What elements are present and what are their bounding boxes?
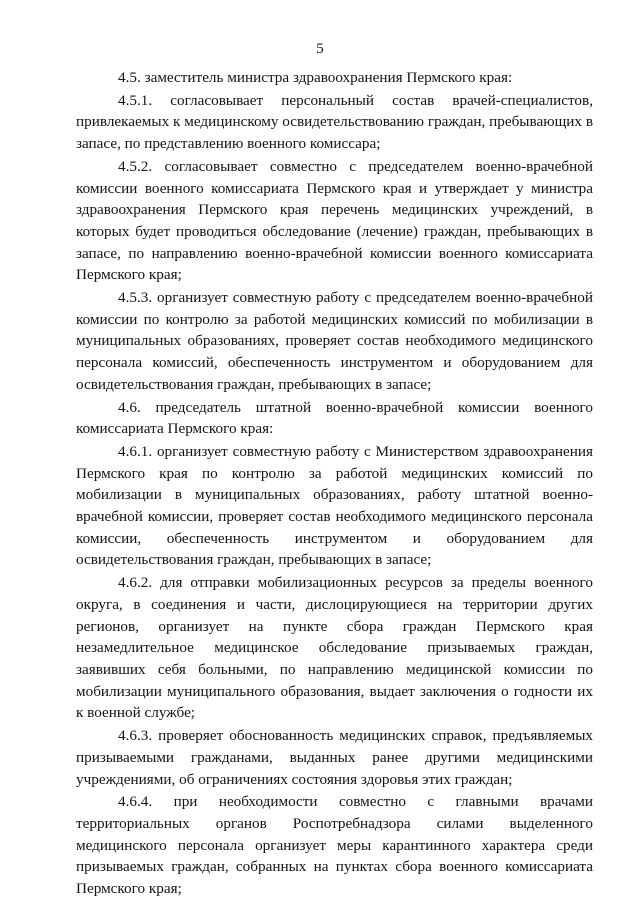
page-number: 5: [316, 41, 324, 57]
document-body: [76, 67, 593, 900]
paragraph-4-6-2: 4.6.2. для отправки мобилизационных ресурсов за пределы военного округа, в соединения и части, дислоцирующиеся на территории других регионов, организует на пункте сбора граждан Пермского края незамедлительное медицинское обследование призываемых граждан, заявивших себя больными, по направлению медицинской комиссии по мобилизации муниципального образования, выдает заключения о годности их к военной службе;: [76, 574, 593, 722]
paragraph-4-6: 4.6. председатель штатной военно-врачебной комиссии военного комиссариата Пермского края:: [76, 398, 593, 438]
paragraph-4-6-4: 4.6.4. при необходимости совместно с главными врачами территориальных органов Роспотребнадзора силами выделенного медицинского персонала организует меры карантинного характера среди призываемых граждан, собранных на пунктах сбора военного комиссариата Пермского края;: [76, 793, 593, 898]
paragraph-4-6-3: 4.6.3. проверяет обоснованность медицинских справок, предъявляемых призываемыми гражданами, выданных ранее другими медицинскими учреждениями, об ограничениях состояния здоровья этих граждан;: [76, 727, 593, 788]
paragraph-4-6-1: 4.6.1. организует совместную работу с Министерством здравоохранения Пермского края по контролю за работой медицинских комиссий по мобилизации в муниципальных образованиях, работу штатной военно-врачебной комиссии, проверяет состав необходимого медицинского персонала комиссии, обеспеченность инструментом и оборудованием для освидетельствования граждан, пребывающих в запасе;: [76, 442, 593, 569]
paragraph-4-5: 4.5. заместитель министра здравоохранения Пермского края:: [118, 69, 513, 86]
paragraph-4-5-2: 4.5.2. согласовывает совместно с председателем военно-врачебной комиссии военного комиссариата Пермского края и утверждает у министра здравоохранения Пермского края перечень медицинских учреждений, в которых будет проводиться обследование (лечение) граждан, пребывающих в запасе, по направлению военно-врачебной комиссии военного комиссариата Пермского края;: [76, 157, 593, 284]
paragraph-4-5-1: 4.5.1. согласовывает персональный состав врачей-специалистов, привлекаемых к медицинскому освидетельствованию граждан, пребывающих в запасе, по представлению военного комиссара;: [76, 91, 593, 153]
paragraph-4-5-3: 4.5.3. организует совместную работу с председателем военно-врачебной комиссии по контролю за работой медицинских комиссий по мобилизации в муниципальных образованиях, проверяет состав необходимого медицинского персонала комиссий, обеспеченность инструментом и оборудованием для освидетельствования граждан, пребывающих в запасе;: [76, 289, 593, 393]
